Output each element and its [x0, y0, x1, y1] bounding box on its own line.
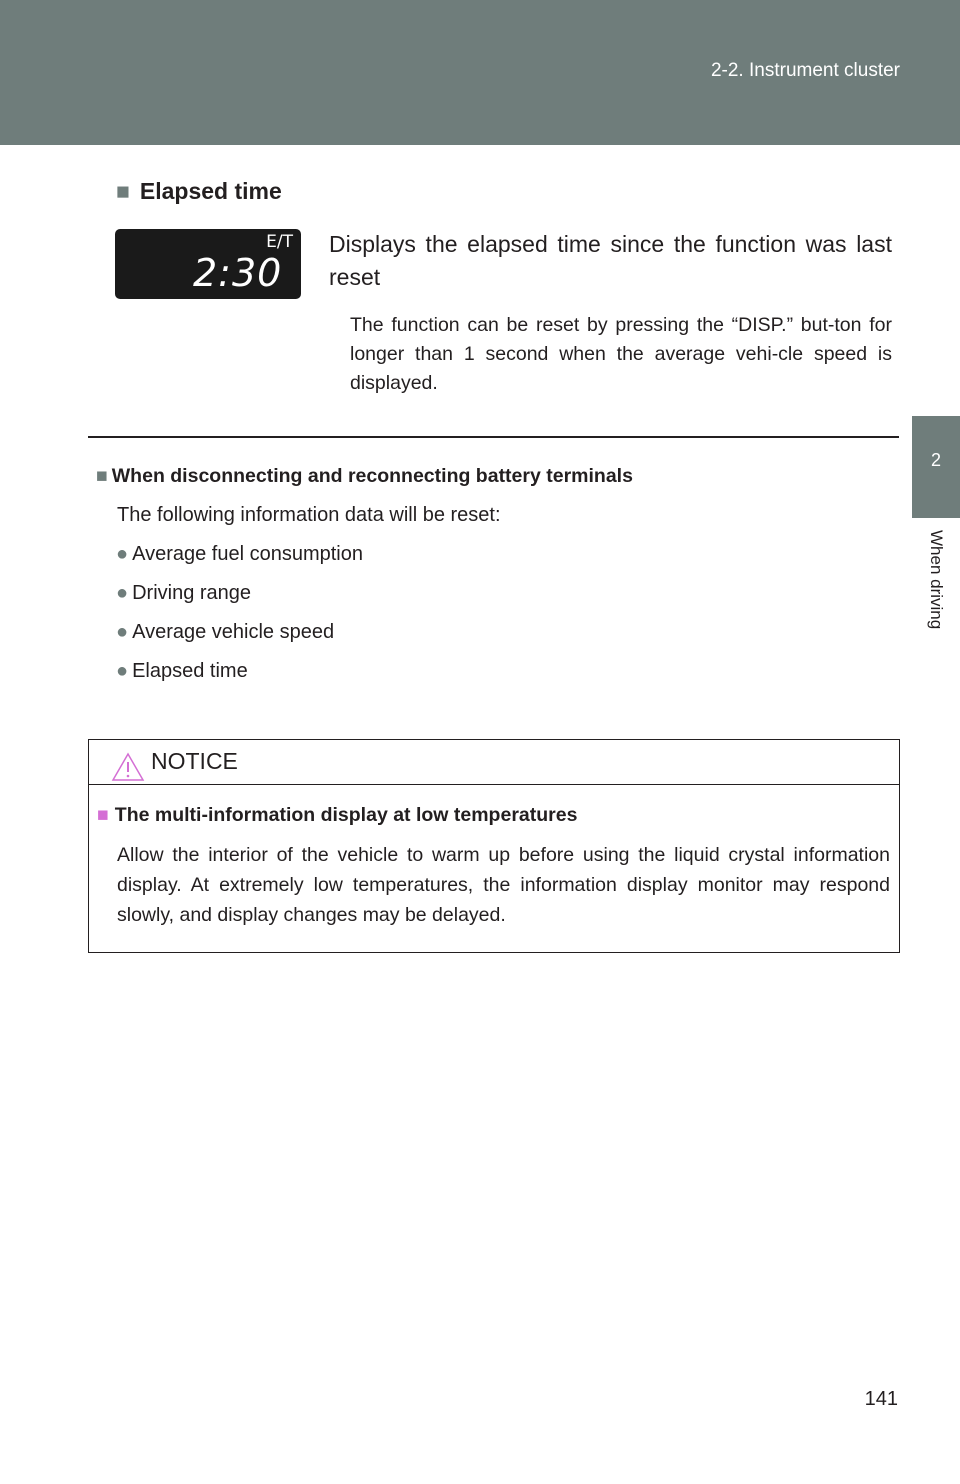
list-item-label: Elapsed time	[132, 660, 248, 682]
elapsed-time-title: Elapsed time	[139, 178, 282, 204]
notice-subheading	[97, 804, 577, 827]
warning-triangle-icon	[111, 752, 145, 787]
list-item-label: Average fuel consumption	[132, 543, 363, 565]
section-title: 2-2. Instrument cluster	[710, 60, 900, 81]
page-number: 141	[864, 1388, 898, 1410]
list-item	[116, 541, 363, 580]
chapter-number: 2	[930, 450, 941, 470]
elapsed-time-note: The function can be reset by pressing the “DISP.” but-ton for longer than 1 second when the average vehi-cle speed is displayed.	[350, 314, 892, 394]
battery-info-text: The following information data will be reset:	[117, 504, 501, 526]
list-item-label: Driving range	[132, 582, 252, 604]
lcd-label: E/T	[266, 232, 293, 252]
notice-title: NOTICE	[151, 748, 238, 774]
notice-header	[89, 740, 899, 785]
square-bullet-icon: ■	[97, 804, 109, 826]
reset-items-list	[116, 541, 363, 697]
bullet-dot-icon: ●	[116, 543, 129, 565]
elapsed-time-heading	[116, 178, 282, 205]
list-item	[116, 619, 363, 658]
bullet-dot-icon: ●	[116, 660, 129, 682]
battery-info-title: When disconnecting and reconnecting battery terminals	[111, 465, 633, 487]
list-item	[116, 658, 363, 697]
list-item	[116, 580, 363, 619]
square-bullet-icon: ■	[116, 178, 130, 204]
elapsed-time-description: Displays the elapsed time since the function was last reset	[329, 231, 892, 290]
square-bullet-icon: ■	[96, 465, 108, 487]
notice-body: Allow the interior of the vehicle to warm up before using the liquid crystal information display. At extremely low temperatures, the information display monitor may respond slowly, and display changes may be delayed.	[117, 844, 890, 926]
notice-subheading-text: The multi-information display at low temperatures	[114, 804, 578, 826]
section-divider	[88, 436, 899, 438]
list-item-label: Average vehicle speed	[132, 621, 335, 643]
bullet-dot-icon: ●	[116, 582, 129, 604]
lcd-display-illustration	[115, 229, 301, 299]
battery-info-heading	[96, 465, 633, 488]
page-header	[0, 0, 960, 145]
chapter-label-text: When driving	[927, 530, 946, 630]
lcd-time: 2:30	[193, 251, 283, 295]
notice-box	[88, 739, 900, 953]
chapter-label	[912, 530, 960, 690]
bullet-dot-icon: ●	[116, 621, 129, 643]
